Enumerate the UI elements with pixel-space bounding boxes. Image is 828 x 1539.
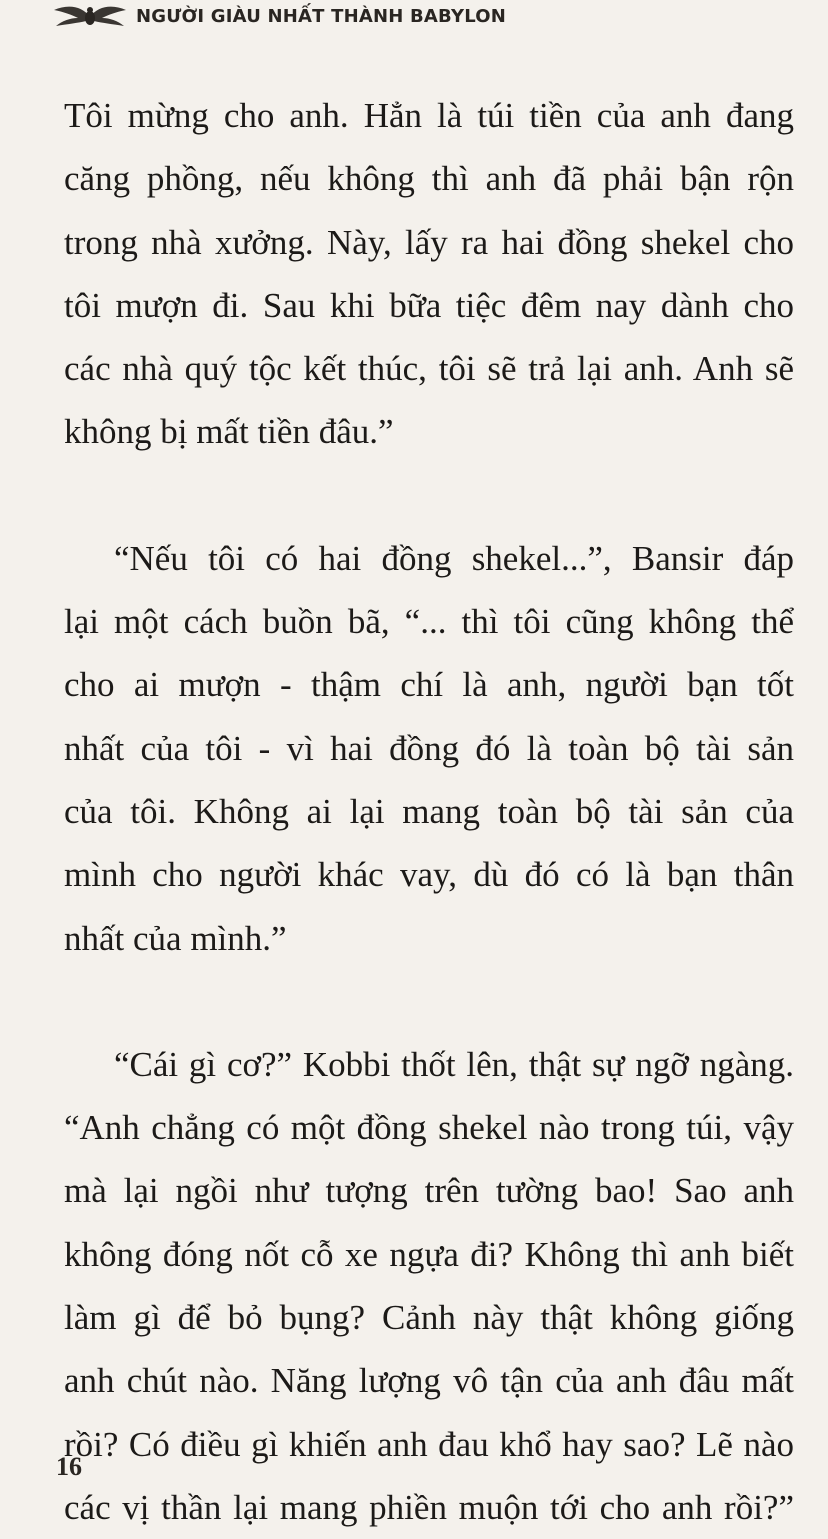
text-line: của tôi. Không ai lại mang toàn bộ tài sản của (64, 791, 794, 831)
text-line: không đóng nốt cỗ xe ngựa đi? Không thì anh biết (64, 1234, 794, 1274)
text-line: nhất của tôi - vì hai đồng đó là toàn bộ tài sản (64, 728, 794, 768)
text-line: mà lại ngồi như tượng trên tường bao! Sao anh (64, 1171, 794, 1211)
text-line: các vị thần lại mang phiền muộn tới cho anh rồi?” (64, 1487, 794, 1527)
running-head: NGƯỜI GIÀU NHẤT THÀNH BABYLON (136, 6, 506, 27)
text-line: mình cho người khác vay, dù đó có là bạn thân (64, 855, 794, 895)
paragraph-gap (64, 970, 794, 1033)
text-line: làm gì để bỏ bụng? Cảnh này thật không giống (64, 1298, 794, 1338)
paragraph-gap (64, 464, 794, 527)
text-line: “Cái gì cơ?” Kobbi thốt lên, thật sự ngỡ ngàng. (114, 1044, 794, 1084)
text-line: trong nhà xưởng. Này, lấy ra hai đồng shekel cho (64, 222, 794, 262)
text-line: anh chút nào. Năng lượng vô tận của anh đâu mất (64, 1361, 794, 1401)
text-line: căng phồng, nếu không thì anh đã phải bận rộn (64, 159, 794, 199)
text-line: “Nếu tôi có hai đồng shekel...”, Bansir đáp (114, 538, 794, 578)
text-line: không bị mất tiền đâu.” (64, 412, 394, 452)
paragraph (64, 527, 794, 970)
paragraph (64, 84, 794, 464)
text-line: lại một cách buồn bã, “... thì tôi cũng không thể (64, 602, 794, 642)
text-line: các nhà quý tộc kết thúc, tôi sẽ trả lại anh. Anh sẽ (64, 349, 794, 389)
winged-ornament-icon (52, 2, 128, 32)
text-line: cho ai mượn - thậm chí là anh, người bạn tốt (64, 665, 794, 705)
text-line: nhất của mình.” (64, 918, 287, 958)
text-line: rồi? Có điều gì khiến anh đau khổ hay sao? Lẽ nào (64, 1424, 794, 1464)
text-line: “Anh chẳng có một đồng shekel nào trong túi, vậy (64, 1108, 794, 1148)
page-number: 16 (56, 1452, 82, 1481)
text-line: tôi mượn đi. Sau khi bữa tiệc đêm nay dành cho (64, 285, 794, 325)
paragraph (64, 1033, 794, 1539)
page-header (0, 0, 828, 38)
text-line: Tôi mừng cho anh. Hẳn là túi tiền của anh đang (64, 96, 794, 135)
body-text (64, 84, 794, 1539)
